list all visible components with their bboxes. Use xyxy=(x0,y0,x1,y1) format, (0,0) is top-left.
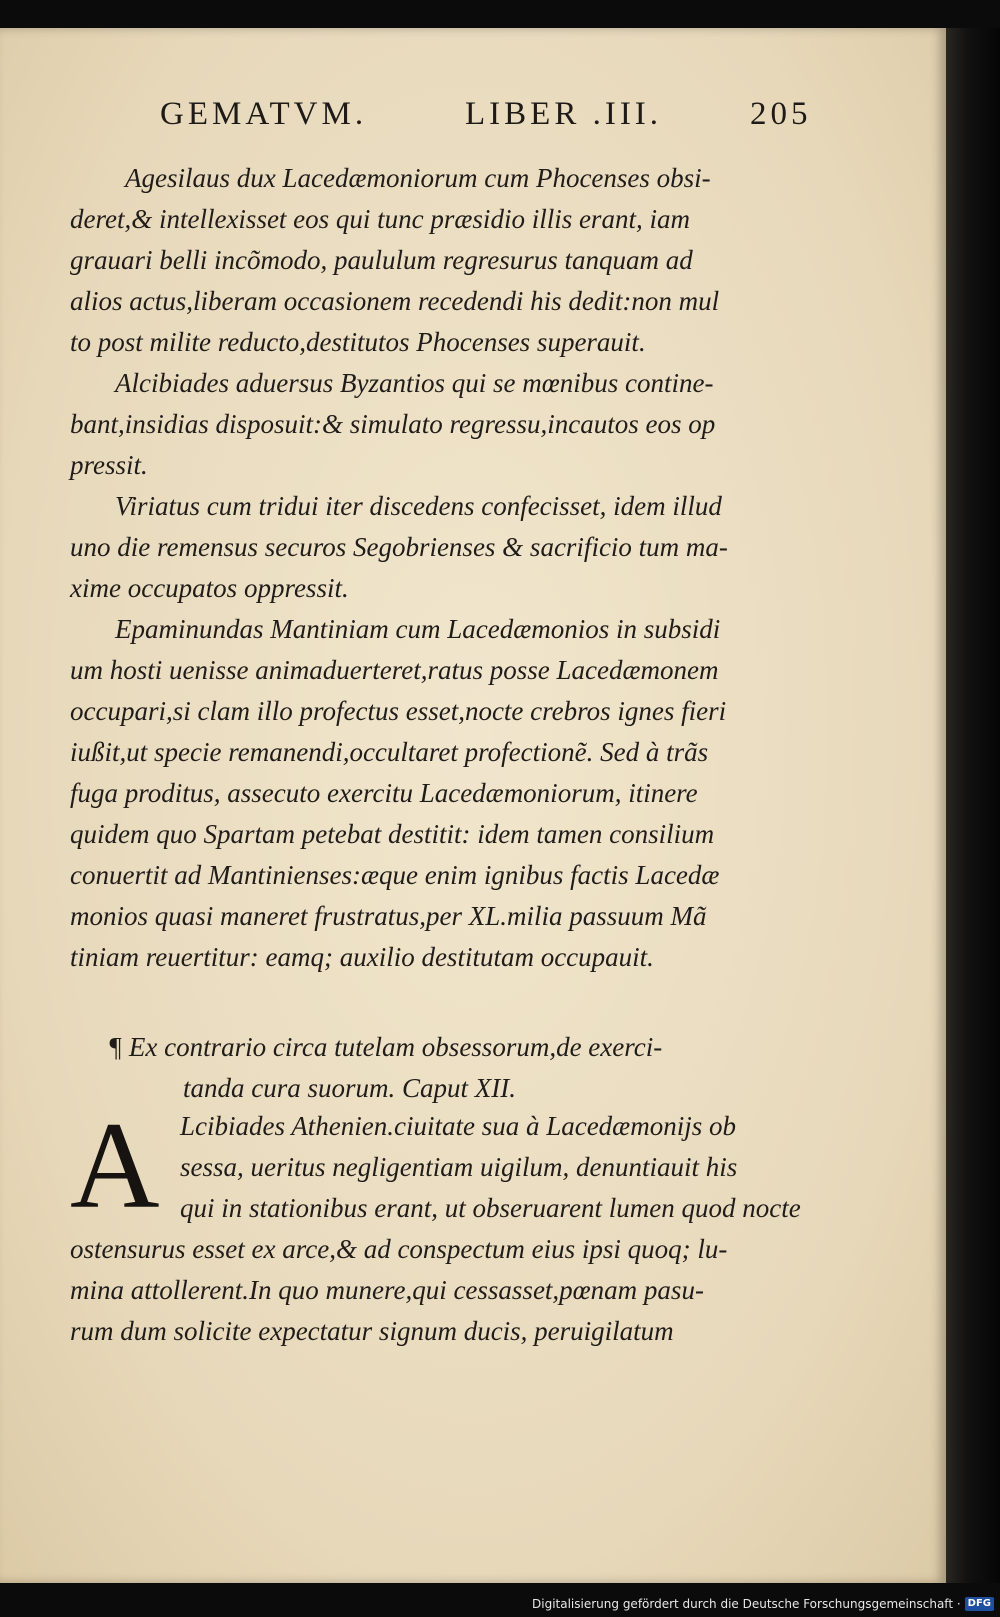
dfg-logo: DFG xyxy=(965,1597,994,1611)
text-line: mina attollerent.In quo munere,qui cessasset,pœnam pasu- xyxy=(70,1275,704,1305)
text-line: rum dum solicite expectatur signum ducis, peruigilatum xyxy=(70,1316,674,1346)
text-line: Viriatus cum tridui iter discedens confecisset, idem illud xyxy=(115,491,722,521)
page-number: 205 xyxy=(750,96,812,132)
text-line: qui in stationibus erant, ut obseruarent lumen quod nocte xyxy=(180,1193,801,1223)
footer-text: Digitalisierung gefördert durch die Deutsche Forschungsgemeinschaft · xyxy=(532,1597,961,1611)
text-line: to post milite reducto,destitutos Phocenses superauit. xyxy=(70,327,646,357)
text-line: ostensurus esset ex arce,& ad conspectum eius ipsi quoq; lu- xyxy=(70,1234,728,1264)
text-line: deret,& intellexisset eos qui tunc præsidio illis erant, iam xyxy=(70,204,690,234)
text-line: conuertit ad Mantinienses:æque enim ignibus factis Lacedæ xyxy=(70,860,720,890)
chapter-heading-line: ¶ Ex contrario circa tutelam obsessorum,de exerci- xyxy=(108,1032,663,1062)
text-line: Alcibiades aduersus Byzantios qui se mœnibus contine- xyxy=(115,368,714,398)
paragraph-alcibiades xyxy=(70,363,810,486)
funding-footer xyxy=(532,1595,994,1613)
paragraph-agesilaus xyxy=(70,158,810,363)
text-line: alios actus,liberam occasionem recedendi his dedit:non mul xyxy=(70,286,720,316)
text-line: monios quasi maneret frustratus,per XL.milia passuum Mã xyxy=(70,901,707,931)
text-line: pressit. xyxy=(70,450,148,480)
drop-cap: A xyxy=(70,1097,160,1234)
chapter-body xyxy=(70,1106,810,1352)
running-header xyxy=(160,96,810,142)
text-line: tiniam reuertitur: eamq; auxilio destitutam occupauit. xyxy=(70,942,654,972)
chapter-heading xyxy=(108,1027,808,1109)
text-line: fuga proditus, assecuto exercitu Lacedæmoniorum, itinere xyxy=(70,778,698,808)
book-spine xyxy=(946,28,1000,1583)
text-line: Agesilaus dux Lacedæmoniorum cum Phocenses obsi- xyxy=(125,163,711,193)
text-line: uno die remensus securos Segobrienses & sacrificio tum ma- xyxy=(70,532,728,562)
text-line: bant,insidias disposuit:& simulato regressu,incautos eos op xyxy=(70,409,716,439)
text-line: iußit,ut specie remanendi,occultaret profectionẽ. Sed à trãs xyxy=(70,737,709,767)
paragraph-viriatus xyxy=(70,486,810,609)
text-line: Epaminundas Mantiniam cum Lacedæmonios in subsidi xyxy=(115,614,721,644)
chapter-heading-line: tanda cura suorum. Caput XII. xyxy=(183,1073,516,1103)
text-line: um hosti uenisse animaduerteret,ratus posse Lacedæmonem xyxy=(70,655,719,685)
text-line: Lcibiades Athenien.ciuitate sua à Lacedæmonijs ob xyxy=(180,1111,736,1141)
text-line: grauari belli incõmodo, paululum regresurus tanquam ad xyxy=(70,245,693,275)
header-title: GEMATVM. xyxy=(160,96,368,132)
paragraph-epaminundas xyxy=(70,609,810,978)
text-line: quidem quo Spartam petebat destitit: idem tamen consilium xyxy=(70,819,715,849)
text-line: sessa, ueritus negligentiam uigilum, denuntiauit his xyxy=(180,1152,738,1182)
header-book: LIBER .III. xyxy=(465,96,663,132)
text-line: xime occupatos oppressit. xyxy=(70,573,349,603)
text-line: occupari,si clam illo profectus esset,nocte crebros ignes fieri xyxy=(70,696,727,726)
